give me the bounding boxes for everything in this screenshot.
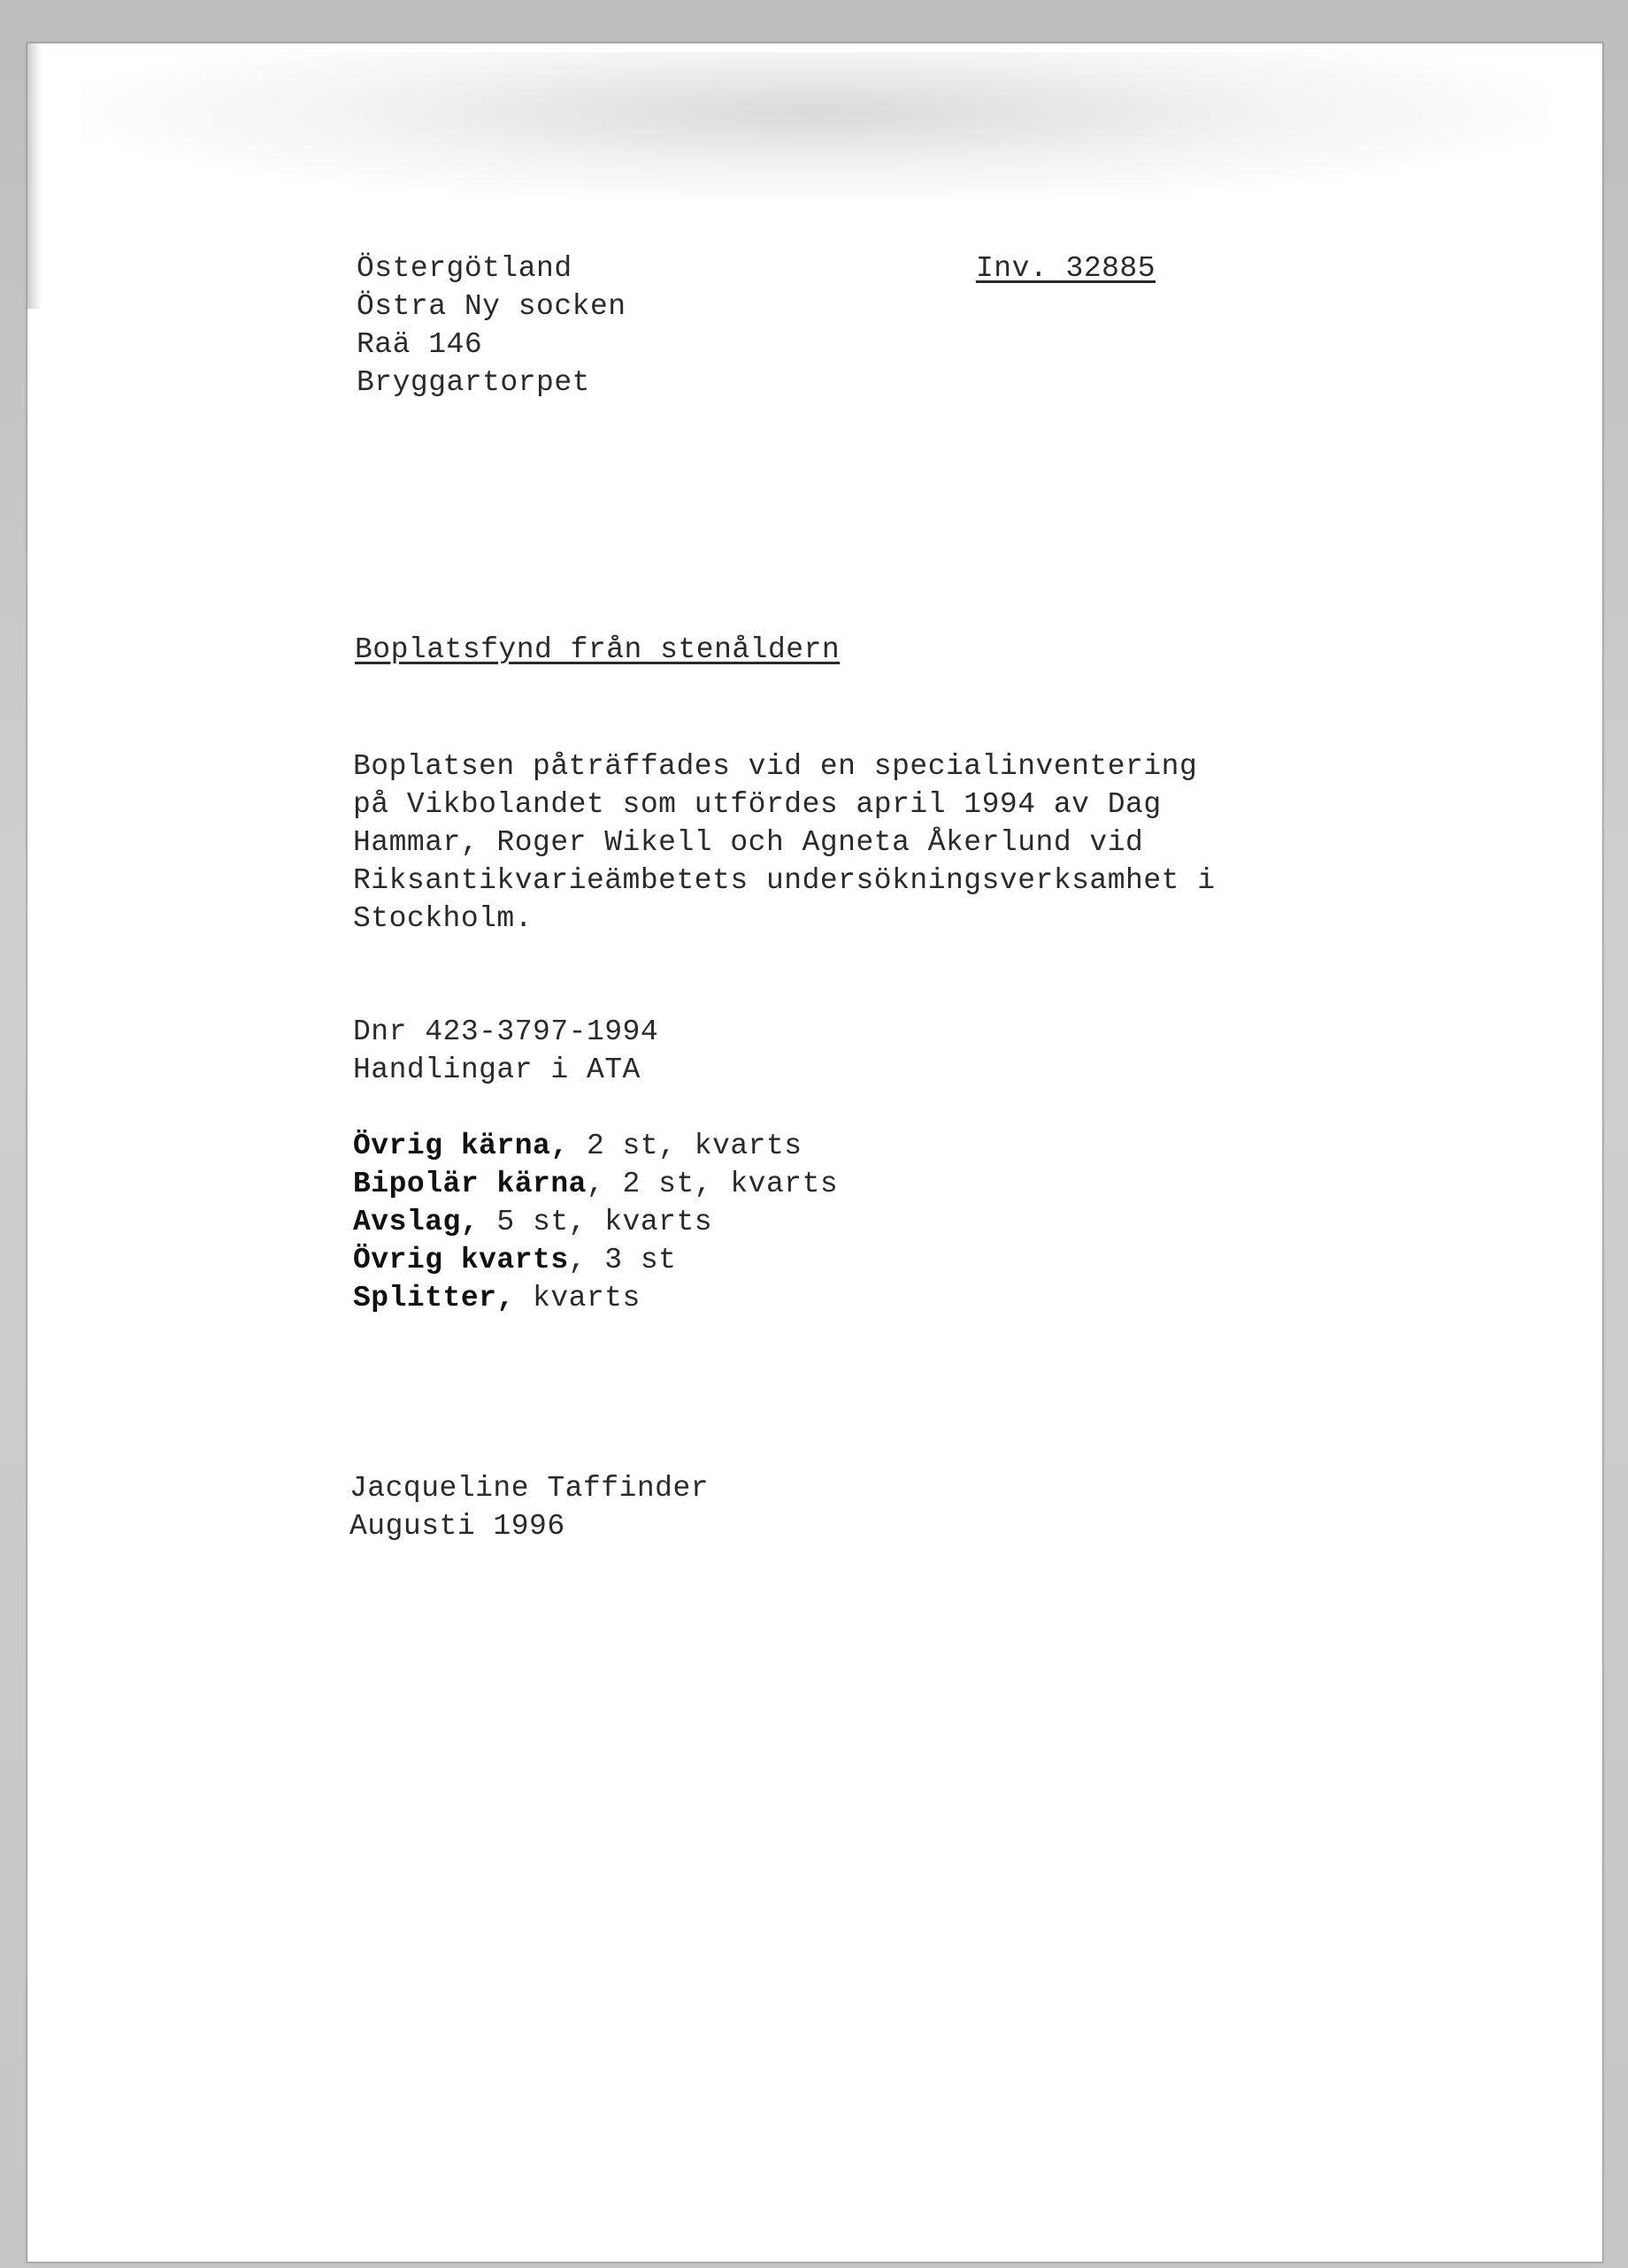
find-item xyxy=(353,1279,641,1317)
inventory-number: Inv. 32885 xyxy=(976,252,1156,285)
document-title: Boplatsfynd från stenåldern xyxy=(355,633,841,666)
parish-line: Östra Ny socken xyxy=(357,290,626,323)
archive-line: Handlingar i ATA xyxy=(353,1054,641,1086)
find-detail: 2 st, kvarts xyxy=(568,1130,802,1162)
body-line: Stockholm. xyxy=(353,902,534,935)
find-name: Avslag, xyxy=(353,1206,480,1238)
body-line: Boplatsen påträffades vid en specialinventering xyxy=(353,750,1198,783)
find-detail: , 2 st, kvarts xyxy=(586,1168,839,1200)
body-line: Hammar, Roger Wikell och Agneta Åkerlund vid xyxy=(353,826,1144,859)
find-item xyxy=(353,1241,676,1279)
scan-shadow xyxy=(81,52,1549,203)
find-item xyxy=(353,1165,838,1203)
region-line: Östergötland xyxy=(357,252,572,285)
find-detail: kvarts xyxy=(514,1282,641,1314)
find-name: Övrig kärna, xyxy=(353,1130,569,1162)
site-line: Bryggartorpet xyxy=(357,366,590,399)
scan-edge xyxy=(27,43,42,309)
find-name: Splitter, xyxy=(353,1282,515,1314)
raa-line: Raä 146 xyxy=(357,328,483,361)
find-name: Övrig kvarts xyxy=(353,1244,569,1276)
dnr-line: Dnr 423-3797-1994 xyxy=(353,1015,659,1048)
find-item xyxy=(353,1127,802,1165)
document-page xyxy=(27,42,1603,2263)
body-line: Riksantikvarieämbetets undersökningsverksamhet i xyxy=(353,864,1216,897)
author-date: Augusti 1996 xyxy=(349,1510,565,1543)
find-detail: , 3 st xyxy=(568,1244,677,1276)
body-line: på Vikbolandet som utfördes april 1994 av Dag xyxy=(353,788,1162,821)
author-name: Jacqueline Taffinder xyxy=(349,1472,710,1505)
find-detail: 5 st, kvarts xyxy=(479,1206,713,1238)
find-item xyxy=(353,1203,712,1241)
find-name: Bipolär kärna xyxy=(353,1168,587,1200)
